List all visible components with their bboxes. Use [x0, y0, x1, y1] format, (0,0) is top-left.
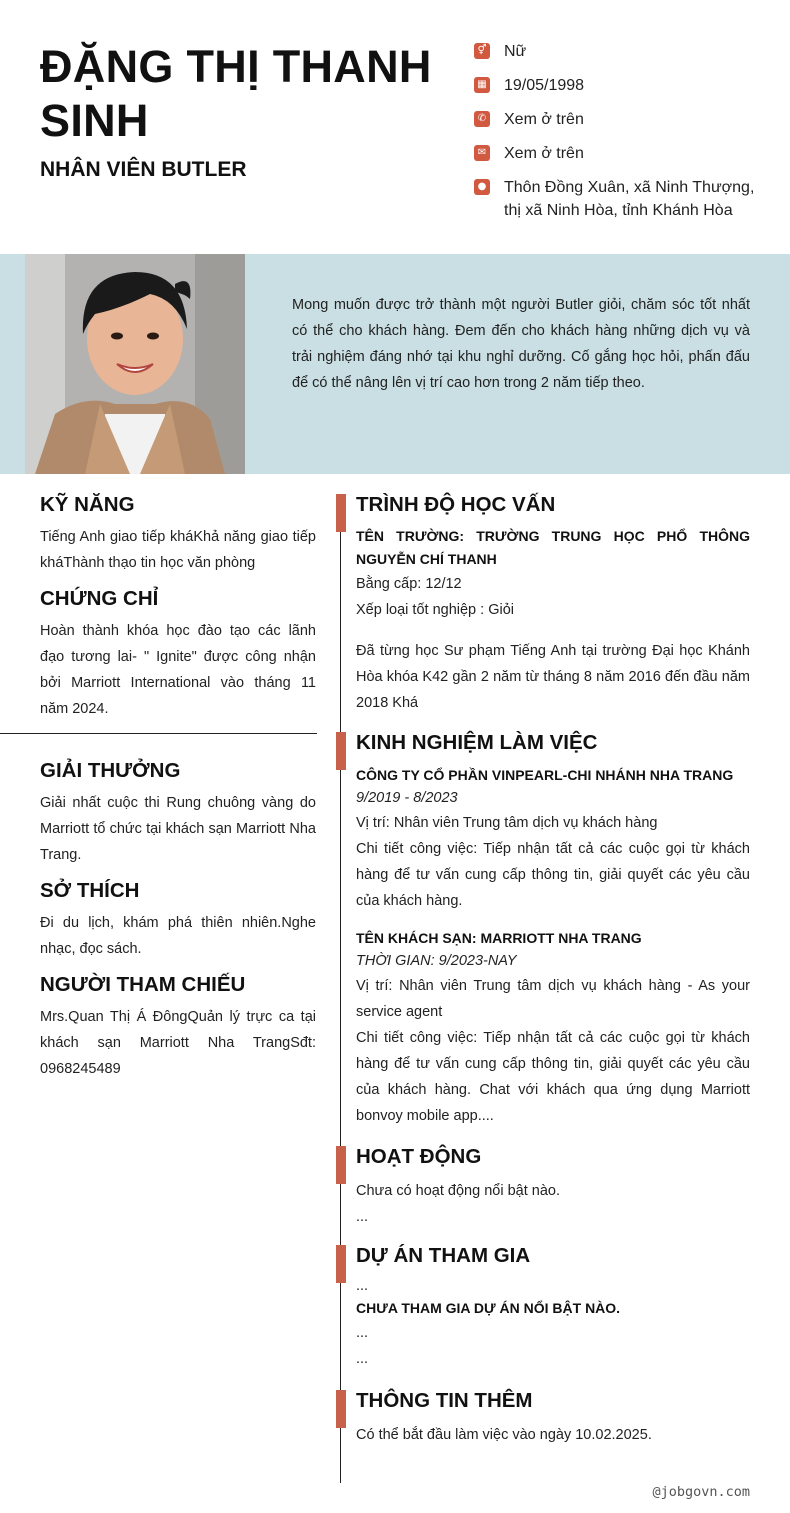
birthday-value: 19/05/1998 [504, 77, 585, 94]
candidate-name: ĐẶNG THỊ THANH SINH [40, 41, 432, 146]
experience-title: KINH NGHIỆM LÀM VIỆC [356, 731, 598, 754]
career-objective: Mong muốn được trở thành một người Butler giỏi, chăm sóc tốt nhất có thể cho khách hàng. Đem đến cho khách hàng những dịch vụ và trải nghiệm đáng nhớ tại khu nghỉ dưỡng. Cố gắng học hỏi, phấn đấu để có thể nâng lên vị trí cao hơn trong 2 năm tiếp theo. [292, 297, 750, 391]
projects-title: DỰ ÁN THAM GIA [356, 1244, 531, 1267]
job-2-details: Chi tiết công việc: Tiếp nhận tất cả các cuộc gọi từ khách hàng để tư vấn cung cấp thông tin, giải quyết các yêu cầu của khách hàng. Chat với khách qua ứng dụng Marriott bonvoy mobile app.... [356, 1030, 750, 1124]
gender-value: Nữ [504, 43, 527, 60]
job-1-details: Chi tiết công việc: Tiếp nhận tất cả các cuộc gọi từ khách hàng để tư vấn cung cấp thông tin, giải quyết các yêu cầu của khách hàng. [356, 841, 750, 909]
projects-section [356, 1243, 750, 1372]
job-2-period: THỜI GIAN: 9/2023-NAY [356, 953, 517, 969]
education-title: TRÌNH ĐỘ HỌC VẤN [356, 493, 556, 516]
gender-icon: ⚥ [474, 43, 490, 59]
hobbies-section [40, 878, 316, 962]
job-title: NHÂN VIÊN BUTLER [40, 158, 247, 181]
skills-section [40, 492, 316, 576]
certificates-text: Hoàn thành khóa học đào tạo các lãnh đạo tương lai- " Ignite" được công nhận bởi Marriott International vào tháng 11 năm 2024. [40, 623, 316, 717]
activities-line-2: ... [356, 1209, 369, 1225]
timeline-line [340, 494, 341, 1483]
activities-section [356, 1144, 750, 1230]
education-grade: Xếp loại tốt nghiệp : Giỏi [356, 602, 514, 618]
education-section [356, 492, 750, 716]
projects-line-2: ... [356, 1325, 369, 1341]
additional-section [356, 1388, 750, 1448]
profile-photo [25, 254, 245, 474]
contact-info [474, 40, 764, 233]
timeline-marker-projects [336, 1245, 346, 1283]
references-title: NGƯỜI THAM CHIẾU [40, 973, 246, 996]
skills-text: Tiếng Anh giao tiếp kháKhả năng giao tiếp kháThành thạo tin học văn phòng [40, 529, 316, 571]
education-note: Đã từng học Sư phạm Tiếng Anh tại trường Đại học Khánh Hòa khóa K42 gần 2 năm từ tháng 8 năm 2016 đến đầu năm 2018 Khá [356, 643, 750, 711]
timeline-marker-experience [336, 732, 346, 770]
awards-title: GIẢI THƯỞNG [40, 759, 181, 782]
certificates-section [40, 586, 316, 722]
hobbies-text: Đi du lịch, khám phá thiên nhiên.Nghe nhạc, đọc sách. [40, 915, 316, 957]
email-icon: ✉ [474, 145, 490, 161]
job-1-period: 9/2019 - 8/2023 [356, 790, 458, 806]
activities-line-1: Chưa có hoạt động nổi bật nào. [356, 1183, 560, 1199]
contact-birthday [474, 74, 764, 97]
job-1-position: Vị trí: Nhân viên Trung tâm dịch vụ khách hàng [356, 815, 658, 831]
job-1-company: CÔNG TY CỔ PHẦN VINPEARL-CHI NHÁNH NHA TRANG [356, 767, 734, 783]
additional-title: THÔNG TIN THÊM [356, 1389, 533, 1412]
contact-phone [474, 108, 764, 131]
phone-icon: ✆ [474, 111, 490, 127]
address-value: Thôn Đồng Xuân, xã Ninh Thượng, thị xã Ninh Hòa, tỉnh Khánh Hòa [504, 179, 755, 219]
projects-line-1: ... [356, 1278, 369, 1294]
location-pin-icon: ● [474, 179, 490, 195]
projects-heading: CHƯA THAM GIA DỰ ÁN NỔI BẬT NÀO. [356, 1300, 621, 1316]
awards-text: Giải nhất cuộc thi Rung chuông vàng do Marriott tổ chức tại khách sạn Marriott Nha Trang. [40, 795, 316, 863]
hobbies-title: SỞ THÍCH [40, 879, 140, 902]
job-2-position: Vị trí: Nhân viên Trung tâm dịch vụ khách hàng - As your service agent [356, 978, 750, 1020]
phone-value: Xem ở trên [504, 111, 584, 128]
certificates-title: CHỨNG CHỈ [40, 587, 159, 610]
calendar-icon: ▦ [474, 77, 490, 93]
awards-section [40, 758, 316, 868]
job-2-company: TÊN KHÁCH SẠN: MARRIOTT NHA TRANG [356, 930, 642, 946]
education-degree: Bằng cấp: 12/12 [356, 576, 462, 592]
references-text: Mrs.Quan Thị Á ĐôngQuản lý trực ca tại khách sạn Marriott Nha TrangSđt: 0968245489 [40, 1009, 316, 1077]
footer-watermark: @jobgovn.com [652, 1484, 750, 1500]
contact-gender [474, 40, 764, 63]
references-section [40, 972, 316, 1082]
contact-email [474, 142, 764, 165]
contact-address [474, 176, 764, 222]
education-school: TÊN TRƯỜNG: TRƯỜNG TRUNG HỌC PHỔ THÔNG NGUYỄN CHÍ THANH [356, 528, 750, 567]
left-divider [0, 733, 317, 734]
email-value: Xem ở trên [504, 145, 584, 162]
projects-line-3: ... [356, 1351, 369, 1367]
timeline-marker-additional [336, 1390, 346, 1428]
left-column [40, 492, 316, 1092]
skills-title: KỸ NĂNG [40, 493, 135, 516]
additional-text: Có thể bắt đầu làm việc vào ngày 10.02.2025. [356, 1427, 652, 1443]
timeline-marker-activities [336, 1146, 346, 1184]
activities-title: HOẠT ĐỘNG [356, 1145, 482, 1168]
timeline-marker-education [336, 494, 346, 532]
experience-section [356, 730, 750, 1129]
